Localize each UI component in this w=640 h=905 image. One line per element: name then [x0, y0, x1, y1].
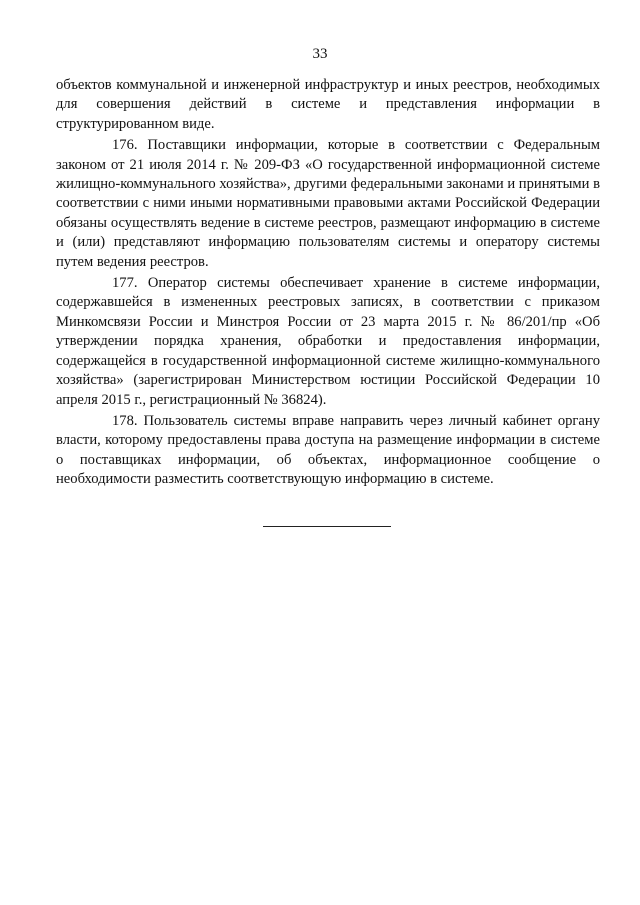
- paragraph-177: 177. Оператор системы обеспечивает хранение в системе информации, содержавшейся в измененных реестровых записях, в соответствии с приказом Минкомсвязи России и Минстроя России от 23 марта 2015 г. № 86/201/пр «Об утверждении порядка хранения, обработки и предоставления информации, содержащейся в государственной информационной системе жилищно-коммунального хозяйства» (зарегистрирован Министерством юстиции Российской Федерации 10 апреля 2015 г., регистрационный № 36824).: [56, 275, 600, 408]
- paragraph-178: 178. Пользователь системы вправе направить через личный кабинет органу власти, которому предоставлены права доступа на размещение информации в системе о поставщиках информации, об объектах, информационное сообщение о необходимости разместить соответствующую информацию в системе.: [56, 412, 600, 488]
- document-body: [56, 76, 600, 490]
- paragraph-176: 176. Поставщики информации, которые в соответствии с Федеральным законом от 21 июля 2014 г. № 209-ФЗ «О государственной информационной системе жилищно-коммунального хозяйства», другими федеральными законами и принятыми в соответствии с ними иными нормативными правовыми актами Российской Федерации обязаны осуществлять ведение в системе реестров, размещают информацию в системе и (или) представляют информацию пользователям системы и оператору системы путем ведения реестров.: [56, 137, 600, 270]
- page-number: 33: [312, 46, 328, 62]
- paragraph-continuation: объектов коммунальной и инженерной инфраструктур и иных реестров, необходимых для совершения действий в системе и представления информации в структурированном виде.: [56, 77, 600, 132]
- end-of-document-divider: [263, 526, 391, 527]
